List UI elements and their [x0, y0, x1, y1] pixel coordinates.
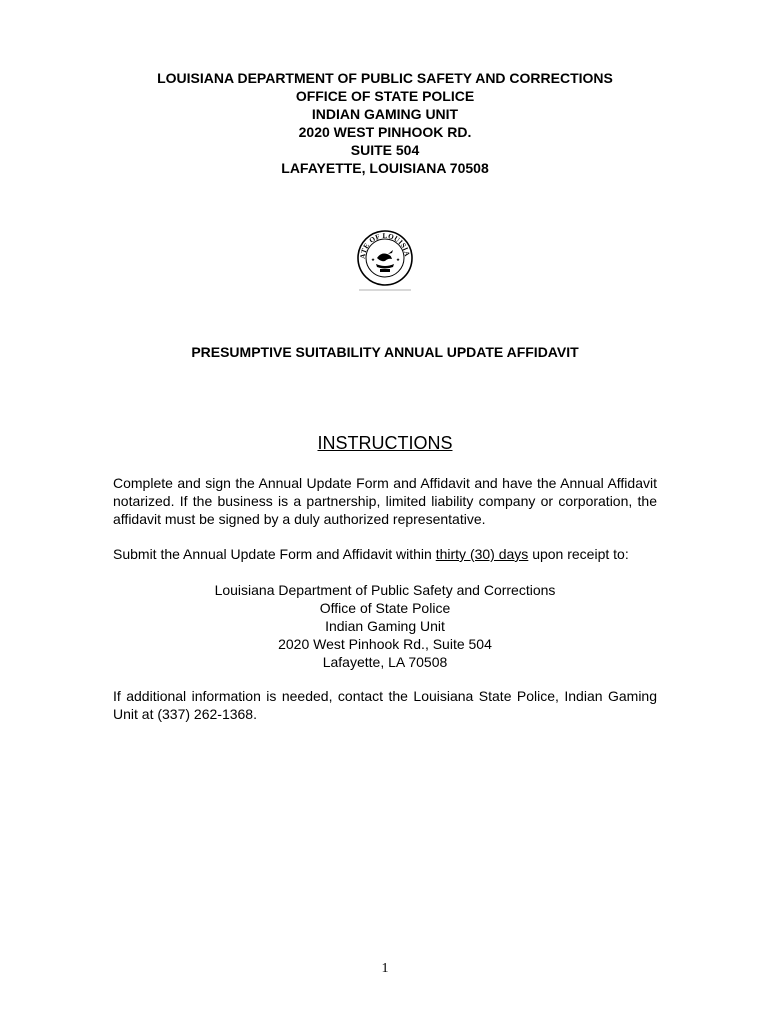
- paragraph-2-text-before: Submit the Annual Update Form and Affidavit within: [113, 546, 436, 562]
- header-line-city: LAFAYETTE, LOUISIANA 70508: [281, 160, 489, 176]
- header-line-street: 2020 WEST PINHOOK RD.: [298, 124, 472, 140]
- document-title: PRESUMPTIVE SUITABILITY ANNUAL UPDATE AFFIDAVIT: [191, 344, 579, 360]
- instructions-paragraph-3: If additional information is needed, contact the Louisiana State Police, Indian Gaming Unit at (337) 262-1368.: [113, 688, 657, 722]
- address-line-department: Louisiana Department of Public Safety and Corrections: [214, 582, 556, 598]
- deadline-text: thirty (30) days: [435, 546, 529, 562]
- header-line-unit: INDIAN GAMING UNIT: [311, 106, 459, 122]
- address-line-street: 2020 West Pinhook Rd., Suite 504: [278, 636, 492, 652]
- header-line-department: LOUISIANA DEPARTMENT OF PUBLIC SAFETY AND CORRECTIONS: [157, 70, 613, 86]
- address-line-city: Lafayette, LA 70508: [322, 654, 448, 670]
- address-line-unit: Indian Gaming Unit: [325, 618, 445, 634]
- header-line-office: OFFICE OF STATE POLICE: [295, 88, 475, 104]
- mailing-address: [0, 581, 770, 671]
- svg-text:★: ★: [396, 257, 401, 262]
- instructions-heading: INSTRUCTIONS: [317, 433, 453, 453]
- instructions-paragraph-2: [113, 545, 657, 563]
- instructions-paragraph-1: Complete and sign the Annual Update Form and Affidavit and have the Annual Affidavit notarized. If the business is a partnership, limited liability company or corporation, the affidavit must be signed by a duly authorized representative.: [113, 475, 657, 527]
- paragraph-2-text-after: upon receipt to:: [528, 546, 629, 562]
- state-seal-icon: [355, 228, 415, 292]
- svg-text:★: ★: [371, 257, 376, 262]
- agency-header: [0, 69, 770, 177]
- page-number: 1: [381, 961, 389, 976]
- header-line-suite: SUITE 504: [350, 142, 420, 158]
- svg-text:STATE OF LOUISIANA: ATE OF LOUISIA: [358, 231, 412, 260]
- address-line-office: Office of State Police: [319, 600, 451, 616]
